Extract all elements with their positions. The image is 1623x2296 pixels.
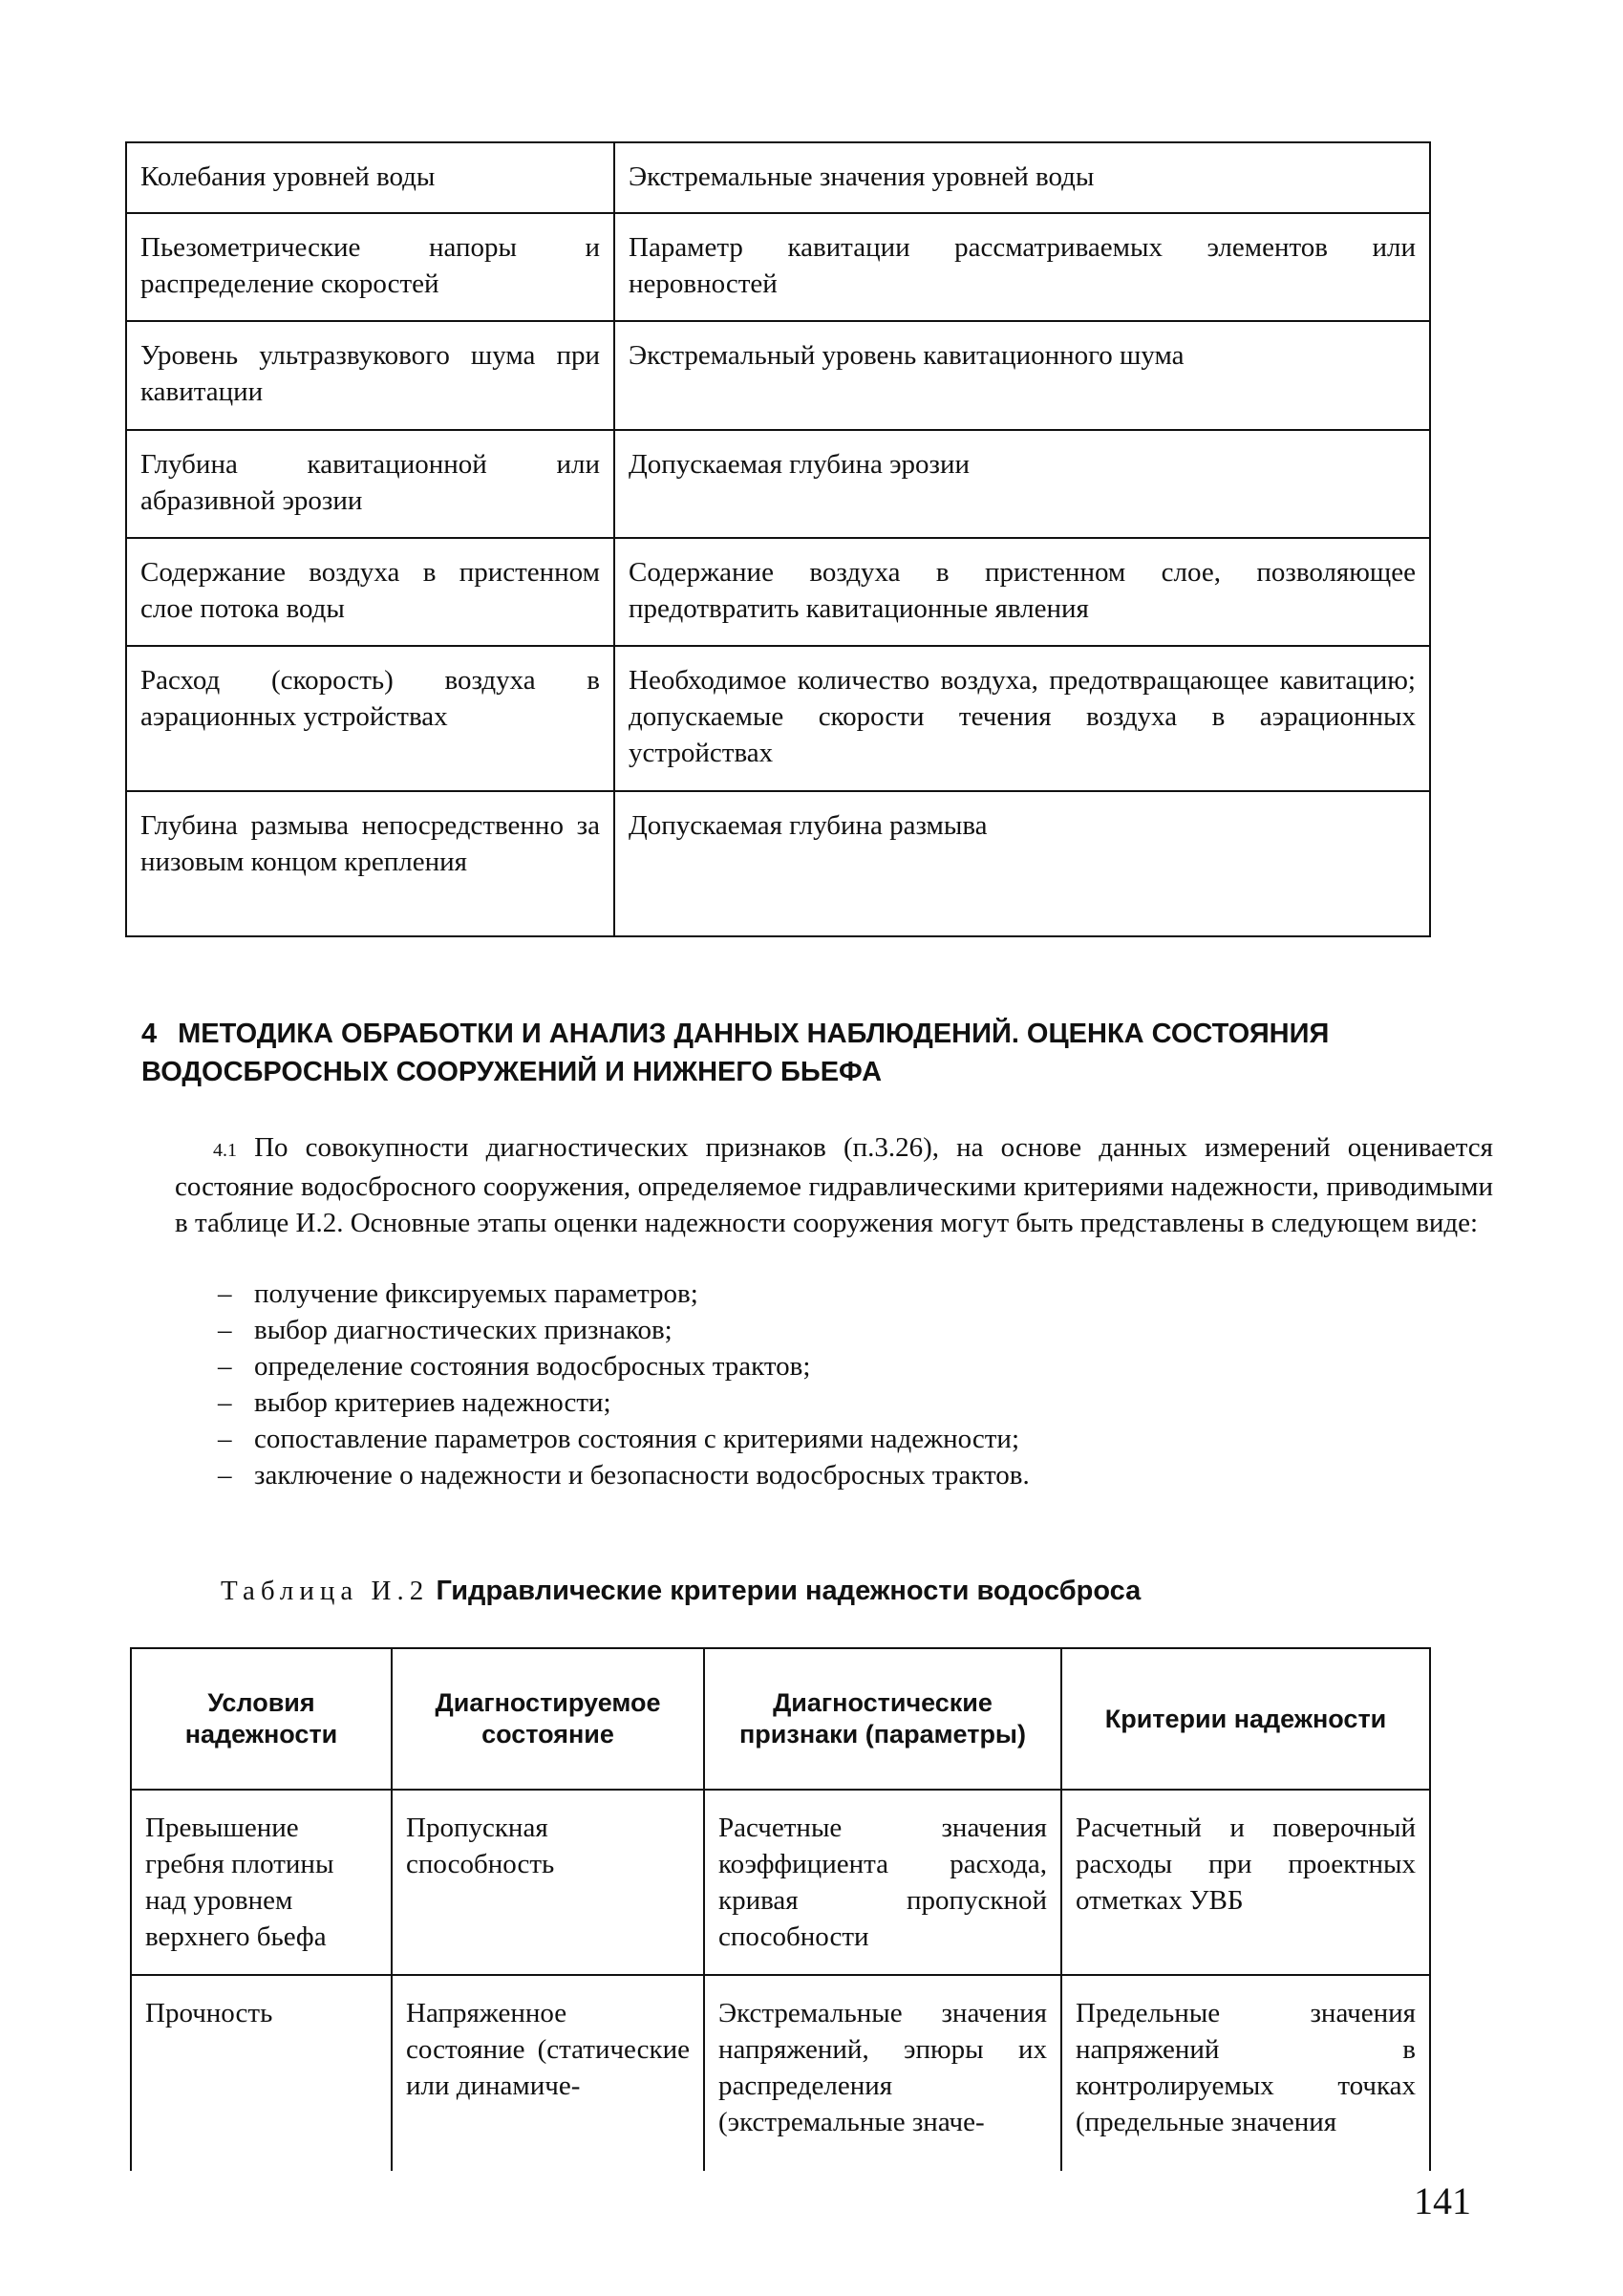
table-cell: Содержание воздуха в пристенном слое, позволяющее предотвратить кавитационные явления — [614, 538, 1430, 646]
table-cell: Допускаемая глубина размыва — [614, 791, 1430, 936]
table-cell: Расчетные значения коэффициента расхода, кривая пропускной способности — [704, 1790, 1061, 1975]
table-caption-title: Гидравлические критерии надежности водосброса — [436, 1576, 1142, 1606]
table-row — [126, 321, 1430, 430]
table-row — [126, 538, 1430, 646]
paragraph-text: По совокупности диагностических признаков (п.3.26), на основе данных измерений оценивается состояние водосбросного сооружения, определяемое гидравлическими критериями надежности, приводимыми в таблице И.2. Основные этапы оценки надежности сооружения могут быть представлены в следующем виде: — [175, 1132, 1493, 1238]
table-cell: Превышение гребня плотины над уровнем верхнего бьефа — [131, 1790, 392, 1975]
table-cell: Пьезометрические напоры и распределение скоростей — [126, 213, 614, 321]
paragraph-number: 4.1 — [213, 1140, 237, 1161]
table-cell: Прочность — [131, 1975, 392, 2171]
section-heading — [141, 1015, 1460, 1091]
table-cell: Предельные значения напряжений в контролируемых точках (предельные значения — [1061, 1975, 1430, 2171]
list-item: – выбор критериев надежности; — [218, 1384, 1479, 1421]
table-cell: Экстремальные значения уровней воды — [614, 142, 1430, 213]
table-caption-label: Таблица И.2 — [221, 1576, 430, 1606]
table-cell: Экстремальный уровень кавитационного шума — [614, 321, 1430, 430]
section-number: 4 — [141, 1019, 158, 1049]
table-cell: Содержание воздуха в пристенном слое потока воды — [126, 538, 614, 646]
table-cell: Напряженное состояние (статические или динамиче- — [392, 1975, 704, 2171]
list-item: – определение состояния водосбросных трактов; — [218, 1348, 1479, 1384]
table-caption — [221, 1573, 1463, 1609]
column-header: Условия надежности — [131, 1648, 392, 1790]
list-item: – получение фиксируемых параметров; — [218, 1276, 1479, 1312]
table-row — [126, 142, 1430, 213]
table-cell: Допускаемая глубина эрозии — [614, 430, 1430, 538]
table-row — [131, 1790, 1430, 1975]
list-item: – заключение о надежности и безопасности водосбросных трактов. — [218, 1457, 1479, 1493]
section-title: МЕТОДИКА ОБРАБОТКИ И АНАЛИЗ ДАННЫХ НАБЛЮДЕНИЙ. ОЦЕНКА СОСТОЯНИЯ ВОДОСБРОСНЫХ СООРУЖЕНИЙ И НИЖНЕГО БЬЕФА — [141, 1019, 1330, 1087]
table-row — [131, 1975, 1430, 2171]
reliability-criteria-table — [130, 1647, 1431, 2171]
table-cell: Расход (скорость) воздуха в аэрационных устройствах — [126, 646, 614, 791]
table-cell: Экстремальные значения напряжений, эпюры их распределения (экстремальные значе- — [704, 1975, 1061, 2171]
list-item: – сопоставление параметров состояния с критериями надежности; — [218, 1421, 1479, 1457]
body-paragraph — [175, 1129, 1493, 1241]
column-header: Диагностические признаки (параметры) — [704, 1648, 1061, 1790]
table-cell: Расчетный и поверочный расходы при проектных отметках УВБ — [1061, 1790, 1430, 1975]
table-cell: Колебания уровней воды — [126, 142, 614, 213]
table-cell: Параметр кавитации рассматриваемых элементов или неровностей — [614, 213, 1430, 321]
list-item: – выбор диагностических признаков; — [218, 1312, 1479, 1348]
page-number: 141 — [1414, 2179, 1471, 2222]
table-row — [126, 646, 1430, 791]
table-header-row — [131, 1648, 1430, 1790]
table-row — [126, 213, 1430, 321]
column-header: Критерии надежности — [1061, 1648, 1430, 1790]
parameters-table — [125, 141, 1431, 937]
table-cell: Глубина размыва непосредственно за низовым концом крепления — [126, 791, 614, 936]
table-cell: Глубина кавитационной или абразивной эрозии — [126, 430, 614, 538]
table-row — [126, 430, 1430, 538]
steps-list — [218, 1276, 1479, 1493]
table-cell: Необходимое количество воздуха, предотвращающее кавитацию; допускаемые скорости течения воздуха в аэрационных устройствах — [614, 646, 1430, 791]
column-header: Диагностируемое состояние — [392, 1648, 704, 1790]
table-cell: Пропускная способность — [392, 1790, 704, 1975]
table-row — [126, 791, 1430, 936]
table-cell: Уровень ультразвукового шума при кавитации — [126, 321, 614, 430]
